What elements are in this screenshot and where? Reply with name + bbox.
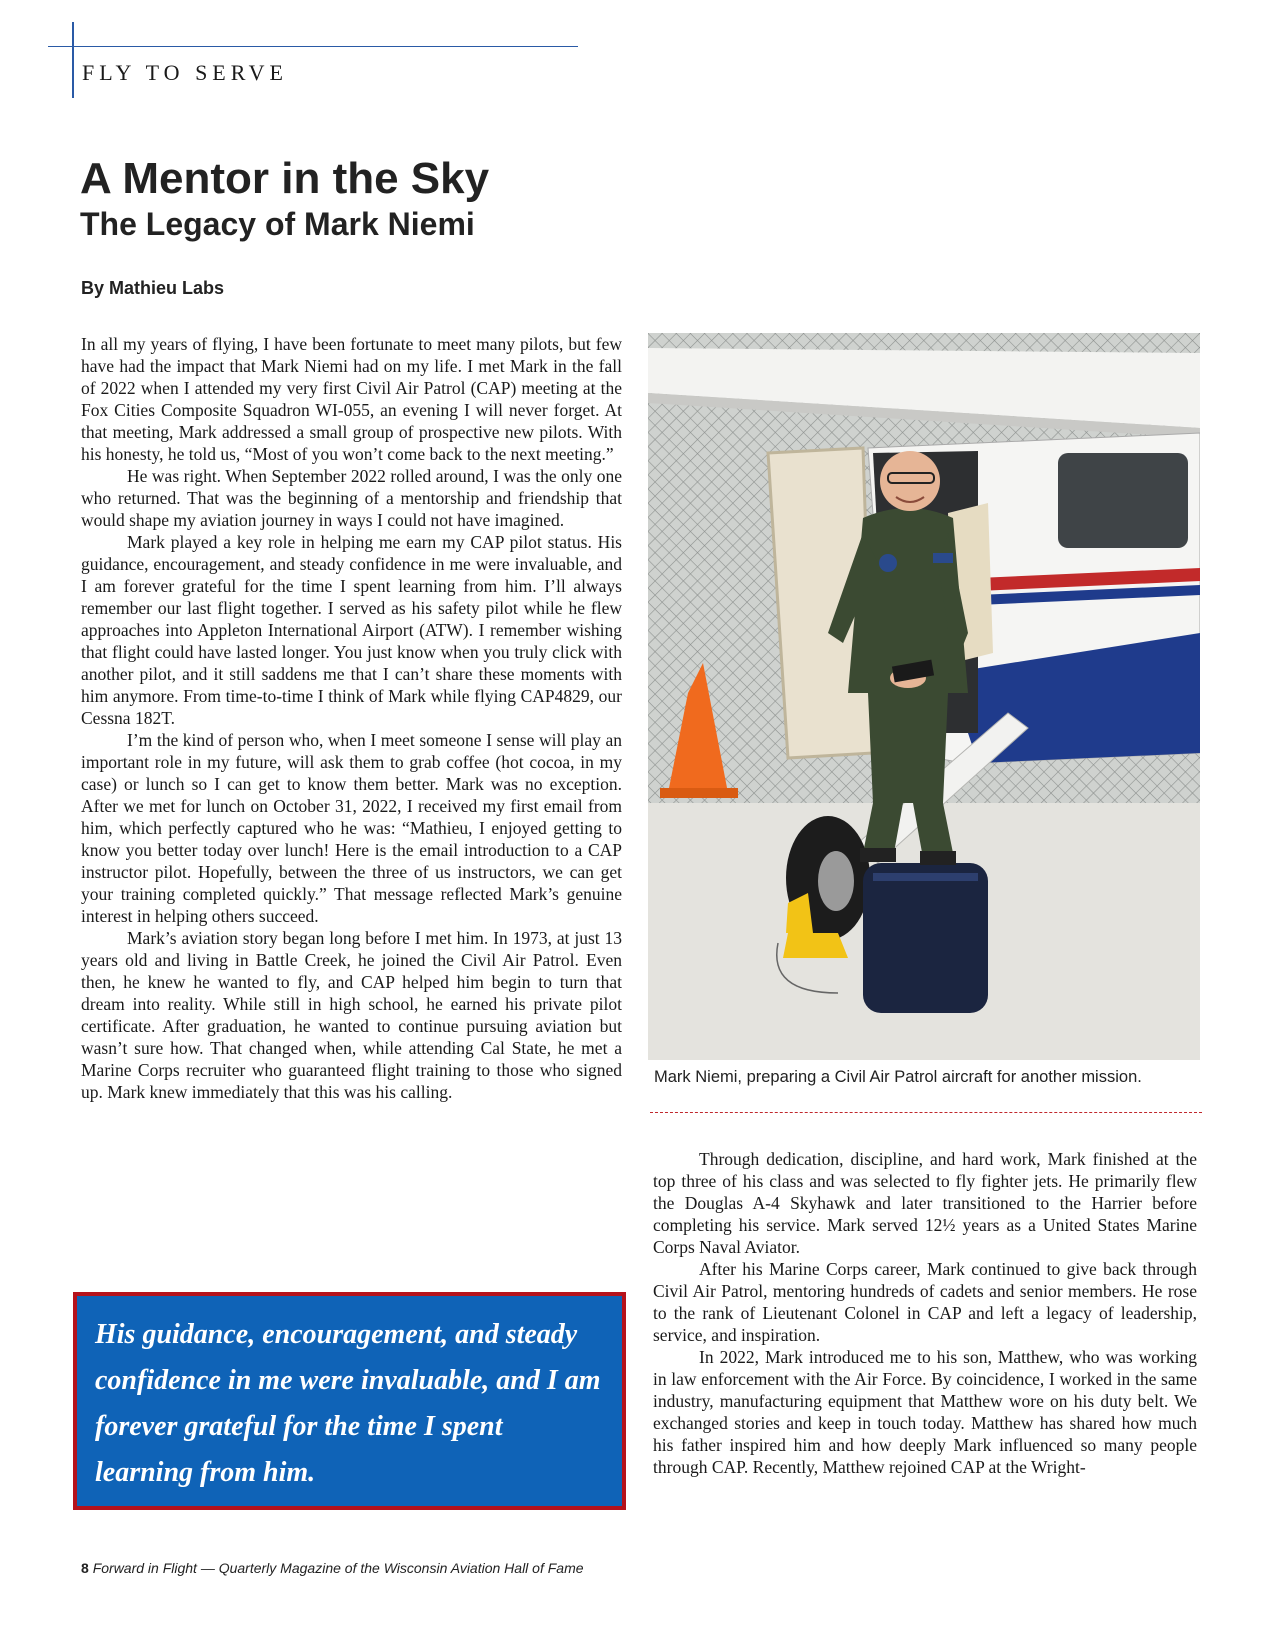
page-footer xyxy=(81,1560,584,1576)
article-photo xyxy=(648,333,1200,1060)
body-paragraph: Mark played a key role in helping me earn my CAP pilot status. His guidance, encouragement, and steady confidence in me were invaluable, and I am forever grateful for the time I spent learning from him. I’ll always remember our last flight together. I served as his safety pilot while he flew approaches into Appleton International Airport (ATW). I remember wishing that flight could have lasted longer. You just know when you truly click with another pilot, and it still saddens me that I can’t share these moments with him anymore. From time-to-time I think of Mark while flying CAP4829, our Cessna 182T. xyxy=(81,532,622,728)
pull-quote xyxy=(73,1292,626,1510)
body-paragraph: I’m the kind of person who, when I meet someone I sense will play an important role in my future, will ask them to grab coffee (hot cocoa, in my case) or lunch so I can get to know them better. Mark was no exception. After we met for lunch on October 31, 2022, I received my first email from him, which perfectly captured who he was: “Mathieu, I enjoyed getting to know you better today over lunch! Here is the email introduction to a CAP instructor pilot. Hopefully, between the three of us instructors, we can get your training completed quickly.” That message reflected Mark’s genuine interest in helping others succeed. xyxy=(81,730,622,926)
header-rule-vertical xyxy=(72,22,74,98)
photo-illustration xyxy=(648,333,1200,1060)
page-number: 8 xyxy=(81,1560,89,1576)
body-paragraph: Through dedication, discipline, and hard work, Mark finished at the top three of his class and was selected to fly fighter jets. He primarily flew the Douglas A-4 Skyhawk and later transitioned to the Harrier before completing his service. Mark served 12½ years as a United States Marine Corps Naval Aviator. xyxy=(653,1149,1197,1257)
header-rule-horizontal xyxy=(48,46,578,47)
section-label: FLY TO SERVE xyxy=(82,60,288,85)
body-paragraph: In all my years of flying, I have been fortunate to meet many pilots, but few have had the impact that Mark Niemi had on my life. I met Mark in the fall of 2022 when I attended my very first Civil Air Patrol (CAP) meeting at the Fox Cities Composite Squadron WI-055, an evening I will never forget. At that meeting, Mark addressed a small group of prospective new pilots. With his honesty, he told us, “Most of you won’t come back to the next meeting.” xyxy=(81,334,622,464)
body-paragraph: After his Marine Corps career, Mark continued to give back through Civil Air Patrol, mentoring hundreds of cadets and senior members. He rose to the rank of Lieutenant Colonel in CAP and left a legacy of leadership, service, and inspiration. xyxy=(653,1259,1197,1345)
left-column xyxy=(81,333,622,1103)
article-subtitle: The Legacy of Mark Niemi xyxy=(80,206,475,242)
body-paragraph: He was right. When September 2022 rolled around, I was the only one who returned. That was the beginning of a mentorship and friendship that would shape my aviation journey in ways I could not have imagined. xyxy=(81,466,622,530)
right-column xyxy=(653,1148,1197,1478)
photo-caption: Mark Niemi, preparing a Civil Air Patrol aircraft for another mission. xyxy=(654,1068,1142,1086)
body-paragraph: Mark’s aviation story began long before I met him. In 1973, at just 13 years old and living in Battle Creek, he joined the Civil Air Patrol. Even then, he knew he wanted to fly, and CAP helped him begin to turn that dream into reality. While still in high school, he earned his private pilot certificate. After graduation, he wanted to continue pursuing aviation but wasn’t sure how. That changed when, while attending Cal State, he met a Marine Corps recruiter who guaranteed flight training to those who signed up. Mark knew immediately that this was his calling. xyxy=(81,928,622,1102)
publication-name: Forward in Flight — Quarterly Magazine of the Wisconsin Aviation Hall of Fame xyxy=(92,1560,584,1576)
byline: By Mathieu Labs xyxy=(81,278,225,298)
pull-quote-text: His guidance, encouragement, and steady confidence in me were invaluable, and I am forever grateful for the time I spent learning from him. xyxy=(95,1319,601,1488)
article-title: A Mentor in the Sky xyxy=(80,154,490,203)
caption-divider xyxy=(650,1112,1202,1113)
body-paragraph: In 2022, Mark introduced me to his son, Matthew, who was working in law enforcement with the Air Force. By coincidence, I worked in the same industry, manufacturing equipment that Matthew wore on his duty belt. We exchanged stories and keep in touch today. Matthew has shared how much his father inspired him and how deeply Mark influenced so many people through CAP. Recently, Matthew rejoined CAP at the Wright- xyxy=(653,1347,1197,1477)
